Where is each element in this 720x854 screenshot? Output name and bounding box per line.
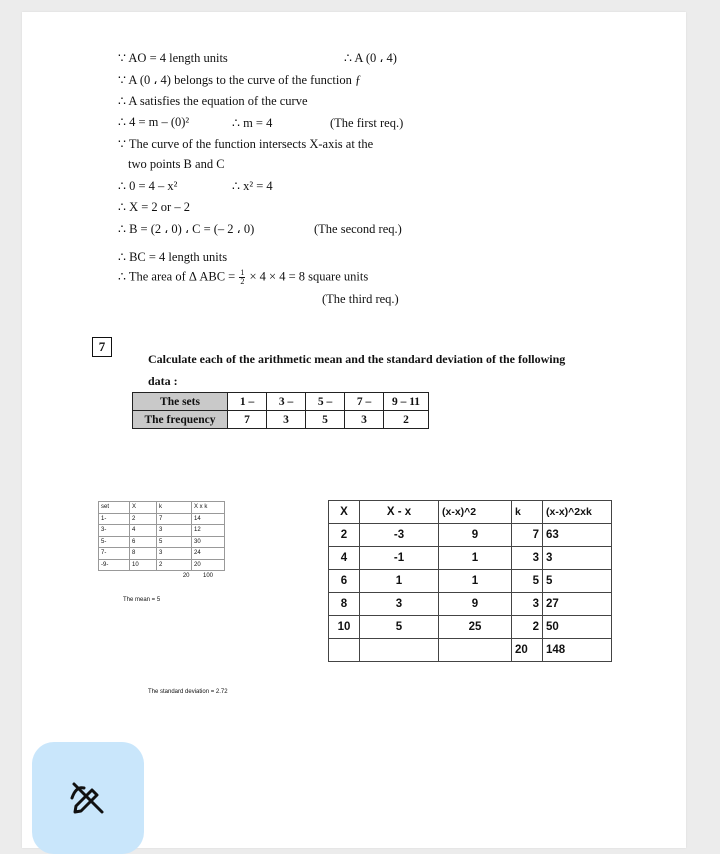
small-cell: 30 <box>192 536 225 548</box>
sets-row <box>133 393 429 411</box>
document-page <box>22 12 686 848</box>
big-cell: 3 <box>512 593 543 616</box>
small-cell: 12 <box>192 525 225 537</box>
small-cell: 6 <box>130 536 157 548</box>
big-totals-row <box>329 639 612 662</box>
small-header-cell: k <box>157 502 192 514</box>
frequency-row <box>133 411 429 429</box>
table-row <box>329 593 612 616</box>
big-cell: 25 <box>439 616 512 639</box>
frequency-cell: 3 <box>345 411 384 429</box>
fraction-denominator: 2 <box>240 277 245 286</box>
table-row <box>99 536 225 548</box>
empty-cell <box>439 639 512 662</box>
small-table-header <box>99 502 225 514</box>
solution-line-10: ∴ BC = 4 length units <box>118 250 228 264</box>
solution-line-4a: ∴ 4 = m – (0)² <box>118 115 190 129</box>
big-cell: 3 <box>543 547 612 570</box>
question-text-line-2: data : <box>148 374 178 388</box>
big-cell: 5 <box>512 570 543 593</box>
empty-cell <box>99 571 130 582</box>
empty-cell <box>130 571 157 582</box>
question-text-line-1: Calculate each of the arithmetic mean and the standard deviation of the following <box>148 352 566 366</box>
big-cell: 8 <box>329 593 360 616</box>
small-totals-row <box>99 571 225 582</box>
small-total-k: 20 <box>182 573 190 580</box>
table-row <box>329 524 612 547</box>
small-cell: 7- <box>99 548 130 560</box>
big-cell: 1 <box>439 570 512 593</box>
sets-label: The sets <box>133 393 228 411</box>
frequency-cell: 7 <box>228 411 267 429</box>
frequency-cell: 2 <box>384 411 429 429</box>
big-cell: 5 <box>360 616 439 639</box>
area-text-post: × 4 × 4 = 8 square units <box>249 269 369 284</box>
big-header-cell: X - x <box>360 501 439 524</box>
small-cell: 14 <box>192 513 225 525</box>
solution-line-3: ∴ A satisfies the equation of the curve <box>118 94 308 108</box>
small-cell: 20 <box>192 559 225 571</box>
table-row <box>99 548 225 560</box>
small-cell: 10 <box>130 559 157 571</box>
big-cell: -3 <box>360 524 439 547</box>
table-row <box>329 547 612 570</box>
big-cell: 7 <box>512 524 543 547</box>
set-cell: 5 – <box>306 393 345 411</box>
small-cell: 2 <box>157 559 192 571</box>
small-cell: 8 <box>130 548 157 560</box>
small-header-cell: X <box>130 502 157 514</box>
solution-line-4b: ∴ m = 4 <box>232 116 273 130</box>
table-row <box>99 525 225 537</box>
small-cell: 2 <box>130 513 157 525</box>
small-cell: 5 <box>157 536 192 548</box>
small-header-cell: set <box>99 502 130 514</box>
small-cell: 4 <box>130 525 157 537</box>
small-calculation-table <box>98 501 225 582</box>
small-cell: 7 <box>157 513 192 525</box>
question-number: 7 <box>92 337 112 357</box>
big-cell: 27 <box>543 593 612 616</box>
small-cell: 1- <box>99 513 130 525</box>
solution-line-2: ∵ A (0 ، 4) belongs to the curve of the function ƒ <box>118 73 362 87</box>
frequency-cell: 3 <box>267 411 306 429</box>
big-cell: 1 <box>439 547 512 570</box>
small-cell: 24 <box>192 548 225 560</box>
pencil-off-icon <box>66 776 110 820</box>
table-row <box>329 616 612 639</box>
big-header-cell: X <box>329 501 360 524</box>
solution-line-8: ∴ X = 2 or – 2 <box>118 200 190 214</box>
big-cell: 3 <box>360 593 439 616</box>
small-total-xk: 100 <box>202 573 213 580</box>
table-row <box>99 513 225 525</box>
big-cell: 1 <box>360 570 439 593</box>
big-table-header <box>329 501 612 524</box>
set-cell: 7 – <box>345 393 384 411</box>
set-cell: 3 – <box>267 393 306 411</box>
solution-line-6: two points B and C <box>128 157 225 171</box>
big-cell: 9 <box>439 593 512 616</box>
one-half-fraction <box>239 269 245 286</box>
solution-line-7b: ∴ x² = 4 <box>232 179 273 193</box>
table-row <box>99 559 225 571</box>
set-cell: 1 – <box>228 393 267 411</box>
small-cell: 3 <box>157 548 192 560</box>
solution-line-1b: ∴ A (0 ، 4) <box>344 51 397 65</box>
small-cell: 5- <box>99 536 130 548</box>
solution-line-4c: (The first req.) <box>330 116 404 130</box>
empty-cell <box>329 639 360 662</box>
big-header-cell: (x-x)^2xk <box>543 501 612 524</box>
frequency-table <box>132 392 429 429</box>
small-header-cell: X x k <box>192 502 225 514</box>
area-text-pre: ∴ The area of Δ ABC = <box>118 269 236 284</box>
big-cell: 50 <box>543 616 612 639</box>
big-cell: 6 <box>329 570 360 593</box>
solution-line-11 <box>118 269 368 286</box>
solution-line-1a: ∵ AO = 4 length units <box>118 51 228 65</box>
big-cell: 63 <box>543 524 612 547</box>
big-header-cell: (x-x)^2 <box>439 501 512 524</box>
standard-deviation-text: The standard deviation = 2.72 <box>148 689 228 695</box>
frequency-label: The frequency <box>133 411 228 429</box>
small-cell: 3- <box>99 525 130 537</box>
table-row <box>329 570 612 593</box>
solution-line-9a: ∴ B = (2 ، 0) ، C = (– 2 ، 0) <box>118 222 255 236</box>
big-header-cell: k <box>512 501 543 524</box>
big-cell: 3 <box>512 547 543 570</box>
big-cell: 10 <box>329 616 360 639</box>
solution-line-7a: ∴ 0 = 4 – x² <box>118 179 178 193</box>
fraction-numerator: 1 <box>240 268 245 277</box>
frequency-cell: 5 <box>306 411 345 429</box>
big-cell: -1 <box>360 547 439 570</box>
solution-line-5: ∵ The curve of the function intersects X-axis at the <box>118 137 374 151</box>
big-cell: 4 <box>329 547 360 570</box>
mean-text: The mean = 5 <box>123 597 161 603</box>
set-cell: 9 – 11 <box>384 393 429 411</box>
annotate-fab-button[interactable] <box>32 742 144 854</box>
big-cell: 5 <box>543 570 612 593</box>
big-total-k: 20 <box>512 639 543 662</box>
small-cell: -9- <box>99 559 130 571</box>
empty-cell <box>360 639 439 662</box>
solution-line-9b: (The second req.) <box>314 222 402 236</box>
deviation-table <box>328 500 612 662</box>
small-cell: 3 <box>157 525 192 537</box>
big-cell: 2 <box>329 524 360 547</box>
big-total-product: 148 <box>543 639 612 662</box>
big-cell: 2 <box>512 616 543 639</box>
solution-line-12: (The third req.) <box>322 292 399 306</box>
big-cell: 9 <box>439 524 512 547</box>
